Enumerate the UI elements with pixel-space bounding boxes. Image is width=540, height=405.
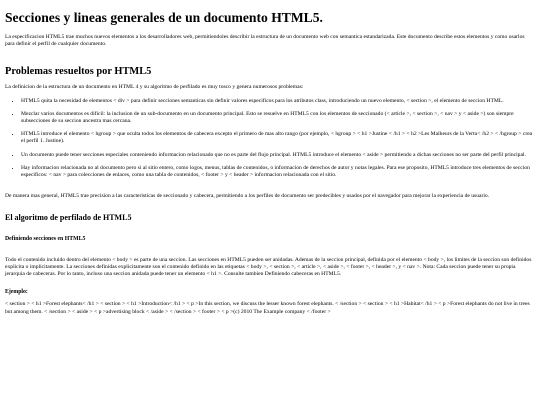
list-item: • Hay informacion relacionada no al documento pero si al sitio entero, como logos, menus, tablas de contenidos, o informacion de derechos de autor y notas legales. Para ese proposito, HTML5 introduce tres elementos de seccion especificos: < nav > para colecciones de enlaces, como una tabla de contenidos, < footer > y < header > informacion relacionada con el sitio. xyxy=(21,165,535,179)
summary-paragraph: De manera mas general, HTML5 trae precision a las caracteristicas de seccionado y cabecera, permitiendo a los perfiles de documento ser predecibles y usados por el navegador para mejorar la experiencia de usuario. xyxy=(5,193,490,200)
list-item: • Mezclar varios documentos es dificil: la inclusion de un sub-documento en un documento principal. Esto se resuelve en HTML5 con los elementos de seccionado (< article >, < section >, < nav > y < aside >) son siempre subsecciones de su seccion ancestra mas cercana. xyxy=(21,111,535,125)
problems-list xyxy=(5,98,535,180)
defining-sections-heading: Definiendo secciones en HTML5 xyxy=(5,236,86,243)
page-title: Secciones y lineas generales de un documento HTML5. xyxy=(5,10,323,25)
defining-sections-paragraph: Todo el contenido incluido dentro del elemento < body > es parte de una seccion. Las secciones en HTML5 pueden ser anidadas. Ademas de la seccion principal, definida por el elemento < body >, los limites de la seccion son definidos explicita o implicitamente. La secciones definidas explicitamente son el contenido definido en las etiquetas < body >, < section >, < article >, < aside >, < footer >, < header >, y < nav >. Nota: Cada seccion puede tener su propia jerarquia de cabeceras. Por lo tanto, incluso una seccion anidada puede tener un elemento < h1 >. Consulte tambien Definiendo cabeceras en HTML5. xyxy=(5,256,532,278)
example-heading: Ejemplo: xyxy=(5,289,28,296)
problems-lead-paragraph: La definicion de la estructura de un documento en HTML 4 y su algoritmo de perfilado es muy tosco y genera numerosos problemas: xyxy=(5,84,304,91)
example-code: < section > < h1 >Forest elephants< /h1 > < section > < h1 >Introduction< /h1 > < p >In this section, we discuss the lesser known forest elephants. < /section > < section > < h1 >Habitat< /h1 > < p >Forest elephants do not live in trees but among them. < /section > < aside > < p >advertising block < /aside > < /section > < footer > < p >(c) 2010 The Example company < /footer > xyxy=(5,301,530,315)
problems-heading: Problemas resueltos por HTML5 xyxy=(5,66,152,78)
list-item: • HTML5 introduce el elemento < hgroup > que oculta todos los elementos de cabecera excepto el primero de mas alto rango (por ejemplo, < hgroup > < h1 >Justine < /h1 > < h2 >Les Malheurs de la Vertu< /h2 > < /hgroup > crea el perfil 1. Justine). xyxy=(21,131,535,145)
list-item: • Un documento puede tener secciones especiales conteniendo informacion relacionado que no es parte del flujo principal. HTML5 introduce el elemento < aside > permitiendo a dichas secciones no ser parte del perfil principal. xyxy=(21,152,535,159)
algorithm-heading: El algoritmo de perfilado de HTML5 xyxy=(5,213,132,223)
list-item: • HTML5 quita la necesidad de elementos < div > para definir secciones semanticas sin definir valores especificos para los atributos class, introduciendo un nuevo elemento, < section >, el elemento de seccion HTML. xyxy=(21,98,535,105)
intro-paragraph: La especificacion HTML5 trae muchos nuevos elementos a los desarrolladores web, permitiendoles describir la estructura de un documento web con semantica estandarizada. Este documento describe estos elementos y como usarlos para definir el perfil de cualquier documento. xyxy=(5,34,525,48)
